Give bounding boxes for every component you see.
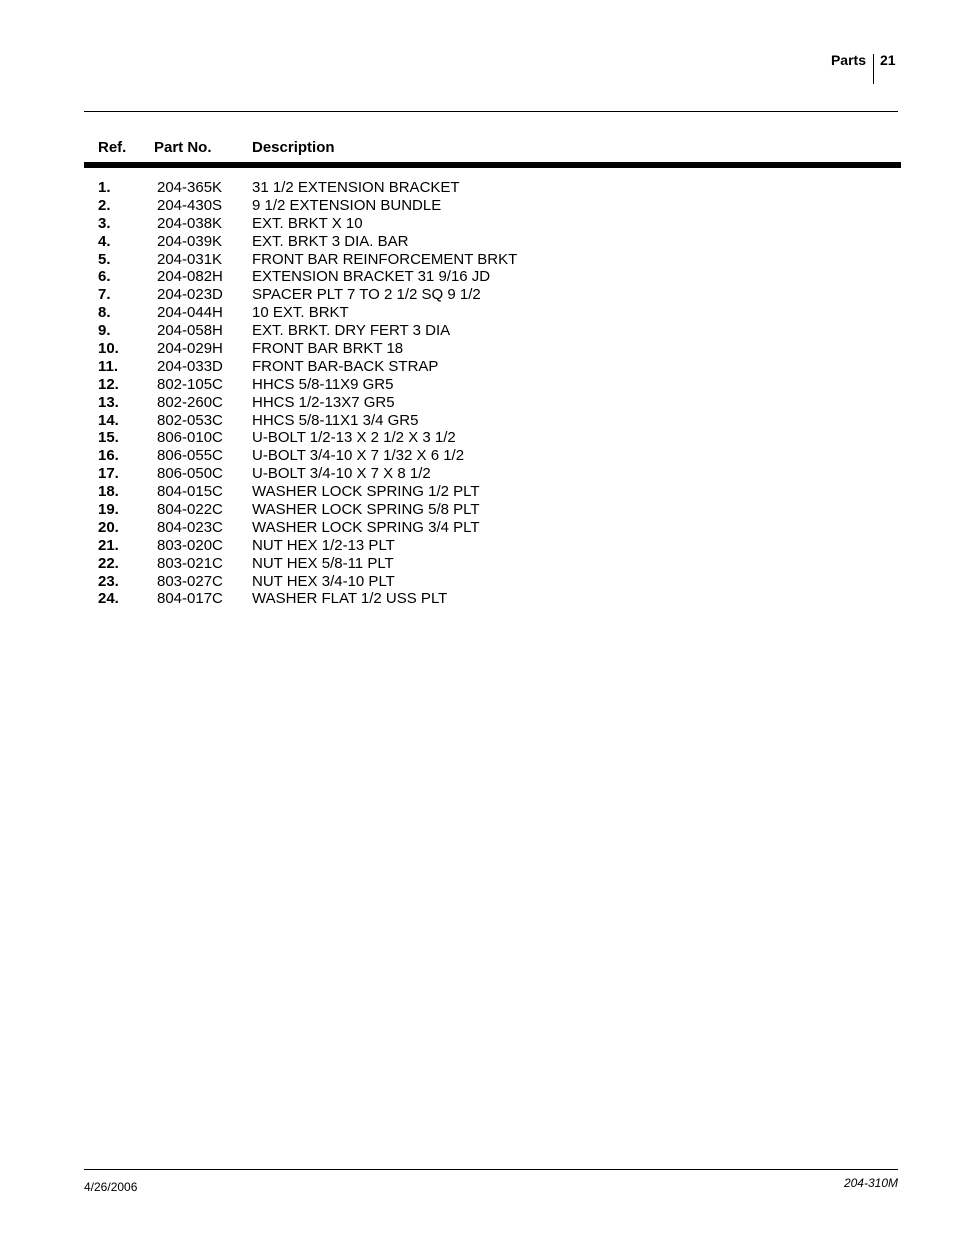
table-row [0,537,954,555]
ref-cell: 11. [98,357,119,375]
footer-doc-number: 204-310M [843,1176,898,1190]
part-no-cell: 204-031K [157,250,223,268]
ref-cell: 23. [98,572,119,590]
table-row [0,465,954,483]
table-row [0,501,954,519]
part-no-cell: 802-053C [157,411,223,429]
table-row [0,304,954,322]
description-cell: FRONT BAR BRKT 18 [252,340,404,358]
table-row [0,233,954,251]
description-cell: WASHER LOCK SPRING 5/8 PLT [252,501,480,519]
column-header-description: Description [252,139,335,156]
description-cell: WASHER LOCK SPRING 3/4 PLT [252,518,480,536]
ref-cell: 20. [98,518,119,536]
table-row [0,322,954,340]
table-row [0,179,954,197]
table-row [0,251,954,269]
table-row [0,340,954,358]
table-row [0,215,954,233]
table-row [0,590,954,608]
part-no-cell: 804-017C [157,590,223,608]
table-row [0,376,954,394]
part-no-cell: 204-430S [157,196,223,214]
part-no-cell: 204-033D [157,357,223,375]
description-cell: FRONT BAR-BACK STRAP [252,357,439,375]
table-row [0,483,954,501]
ref-cell: 19. [98,501,119,519]
part-no-cell: 804-022C [157,501,223,519]
ref-cell: 2. [98,196,111,214]
description-cell: 9 1/2 EXTENSION BUNDLE [252,196,442,214]
header-rule [84,162,901,168]
ref-cell: 13. [98,393,119,411]
table-row [0,197,954,215]
part-no-cell: 802-260C [157,393,223,411]
description-cell: U-BOLT 1/2-13 X 2 1/2 X 3 1/2 [252,429,456,447]
part-no-cell: 204-039K [157,232,223,250]
part-no-cell: 803-027C [157,572,223,590]
table-row [0,358,954,376]
description-cell: SPACER PLT 7 TO 2 1/2 SQ 9 1/2 [252,286,481,304]
part-no-cell: 204-365K [157,179,223,196]
ref-cell: 21. [98,536,119,554]
part-no-cell: 204-082H [157,268,223,286]
ref-cell: 18. [98,483,119,501]
table-row [0,394,954,412]
part-no-cell: 802-105C [157,375,223,393]
part-no-cell: 204-044H [157,304,223,322]
description-cell: WASHER FLAT 1/2 USS PLT [252,590,448,608]
table-row [0,412,954,430]
column-header-ref: Ref. [98,139,127,156]
description-cell: HHCS 5/8-11X1 3/4 GR5 [252,411,419,429]
part-no-cell: 806-050C [157,465,223,483]
description-cell: U-BOLT 3/4-10 X 7 1/32 X 6 1/2 [252,447,465,465]
part-no-cell: 204-029H [157,340,223,358]
ref-cell: 4. [98,232,111,250]
description-cell: U-BOLT 3/4-10 X 7 X 8 1/2 [252,465,431,483]
part-no-cell: 804-023C [157,518,223,536]
footer-date: 4/26/2006 [84,1180,138,1194]
table-row [0,573,954,591]
ref-cell: 15. [98,429,119,447]
description-cell: NUT HEX 1/2-13 PLT [252,536,395,554]
part-no-cell: 806-010C [157,429,223,447]
column-header-part-no: Part No. [154,139,212,156]
part-no-cell: 204-023D [157,286,223,304]
ref-cell: 10. [98,340,119,358]
table-row [0,555,954,573]
description-cell: FRONT BAR REINFORCEMENT BRKT [252,250,518,268]
page-number: 21 [880,52,896,68]
ref-cell: 8. [98,304,111,322]
section-title: Parts [830,52,866,68]
ref-cell: 7. [98,286,111,304]
part-no-cell: 803-021C [157,554,223,572]
description-cell: HHCS 1/2-13X7 GR5 [252,393,395,411]
description-cell: EXT. BRKT 3 DIA. BAR [252,232,409,250]
table-row [0,429,954,447]
part-no-cell: 204-038K [157,214,223,232]
ref-cell: 6. [98,268,111,286]
description-cell: 31 1/2 EXTENSION BRACKET [252,179,460,196]
description-cell: NUT HEX 5/8-11 PLT [252,554,394,572]
description-cell: NUT HEX 3/4-10 PLT [252,572,395,590]
description-cell: EXT. BRKT X 10 [252,214,363,232]
ref-cell: 9. [98,322,111,340]
table-row [0,286,954,304]
table-row [0,447,954,465]
ref-cell: 16. [98,447,119,465]
header-divider [873,54,874,84]
ref-cell: 24. [98,590,119,608]
top-rule [84,111,898,112]
part-no-cell: 803-020C [157,536,223,554]
part-no-cell: 204-058H [157,322,223,340]
ref-cell: 14. [98,411,119,429]
ref-cell: 17. [98,465,119,483]
ref-cell: 1. [98,179,111,196]
bottom-rule [84,1169,898,1170]
ref-cell: 12. [98,375,119,393]
ref-cell: 5. [98,250,111,268]
description-cell: HHCS 5/8-11X9 GR5 [252,375,394,393]
part-no-cell: 806-055C [157,447,223,465]
description-cell: WASHER LOCK SPRING 1/2 PLT [252,483,480,501]
description-cell: EXTENSION BRACKET 31 9/16 JD [252,268,491,286]
description-cell: EXT. BRKT. DRY FERT 3 DIA [252,322,451,340]
description-cell: 10 EXT. BRKT [252,304,349,322]
parts-list [0,179,954,608]
table-row [0,519,954,537]
table-row [0,268,954,286]
ref-cell: 3. [98,214,111,232]
ref-cell: 22. [98,554,119,572]
part-no-cell: 804-015C [157,483,223,501]
